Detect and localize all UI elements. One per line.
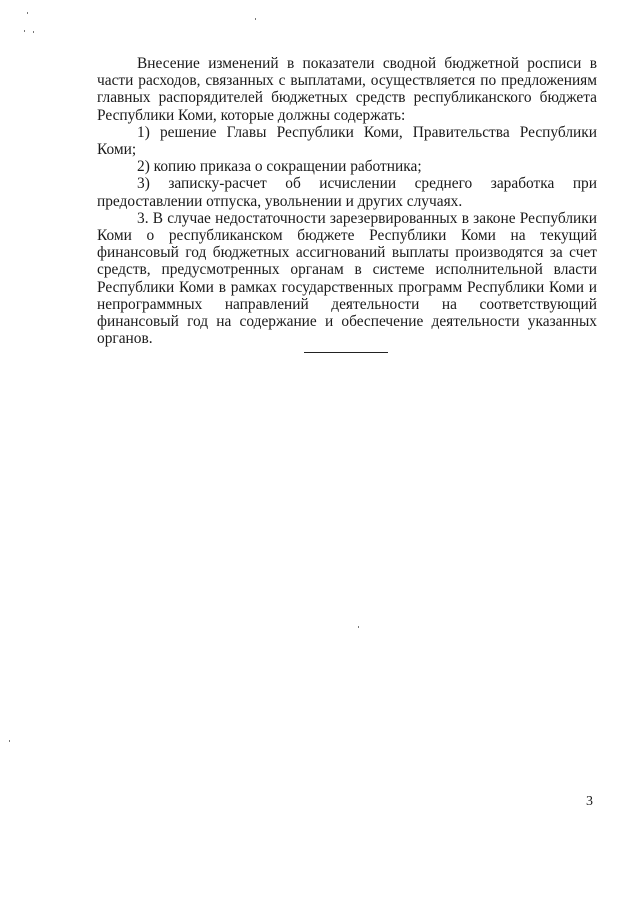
paragraph-3: 3. В случае недостаточности зарезервированных в законе Республики Коми о республиканском бюджете Республики Коми на текущий финансовый год бюджетных ассигнований выплаты производятся за счет средств, предусмотренных органам в системе исполнительной власти Республики Коми в рамках государственных программ Республики Коми и непрограммных направлений деятельности на соответствующий финансовый год на содержание и обеспечение деятельности указанных органов. xyxy=(97,209,597,348)
page-number: 3 xyxy=(586,794,593,809)
scan-speck xyxy=(9,740,10,742)
scan-speck xyxy=(358,626,359,628)
document-body xyxy=(97,55,597,347)
paragraph-intro: Внесение изменений в показатели сводной бюджетной росписи в части расходов, связанных с выплатами, осуществляется по предложениям главных распорядителей бюджетных средств республиканского бюджета Республики Коми, которые должны содержать: xyxy=(97,55,597,124)
scan-speck xyxy=(33,31,34,33)
scan-speck xyxy=(24,30,25,32)
list-item-1: 1) решение Главы Республики Коми, Правительства Республики Коми; xyxy=(97,123,597,159)
scan-speck xyxy=(27,12,28,14)
scan-speck xyxy=(255,18,256,20)
list-item-2: 2) копию приказа о сокращении работника; xyxy=(137,158,422,176)
list-item-3: 3) записку-расчет об исчислении среднего заработка при предоставлении отпуска, увольнении и других случаях. xyxy=(97,175,597,210)
end-divider xyxy=(304,352,388,353)
